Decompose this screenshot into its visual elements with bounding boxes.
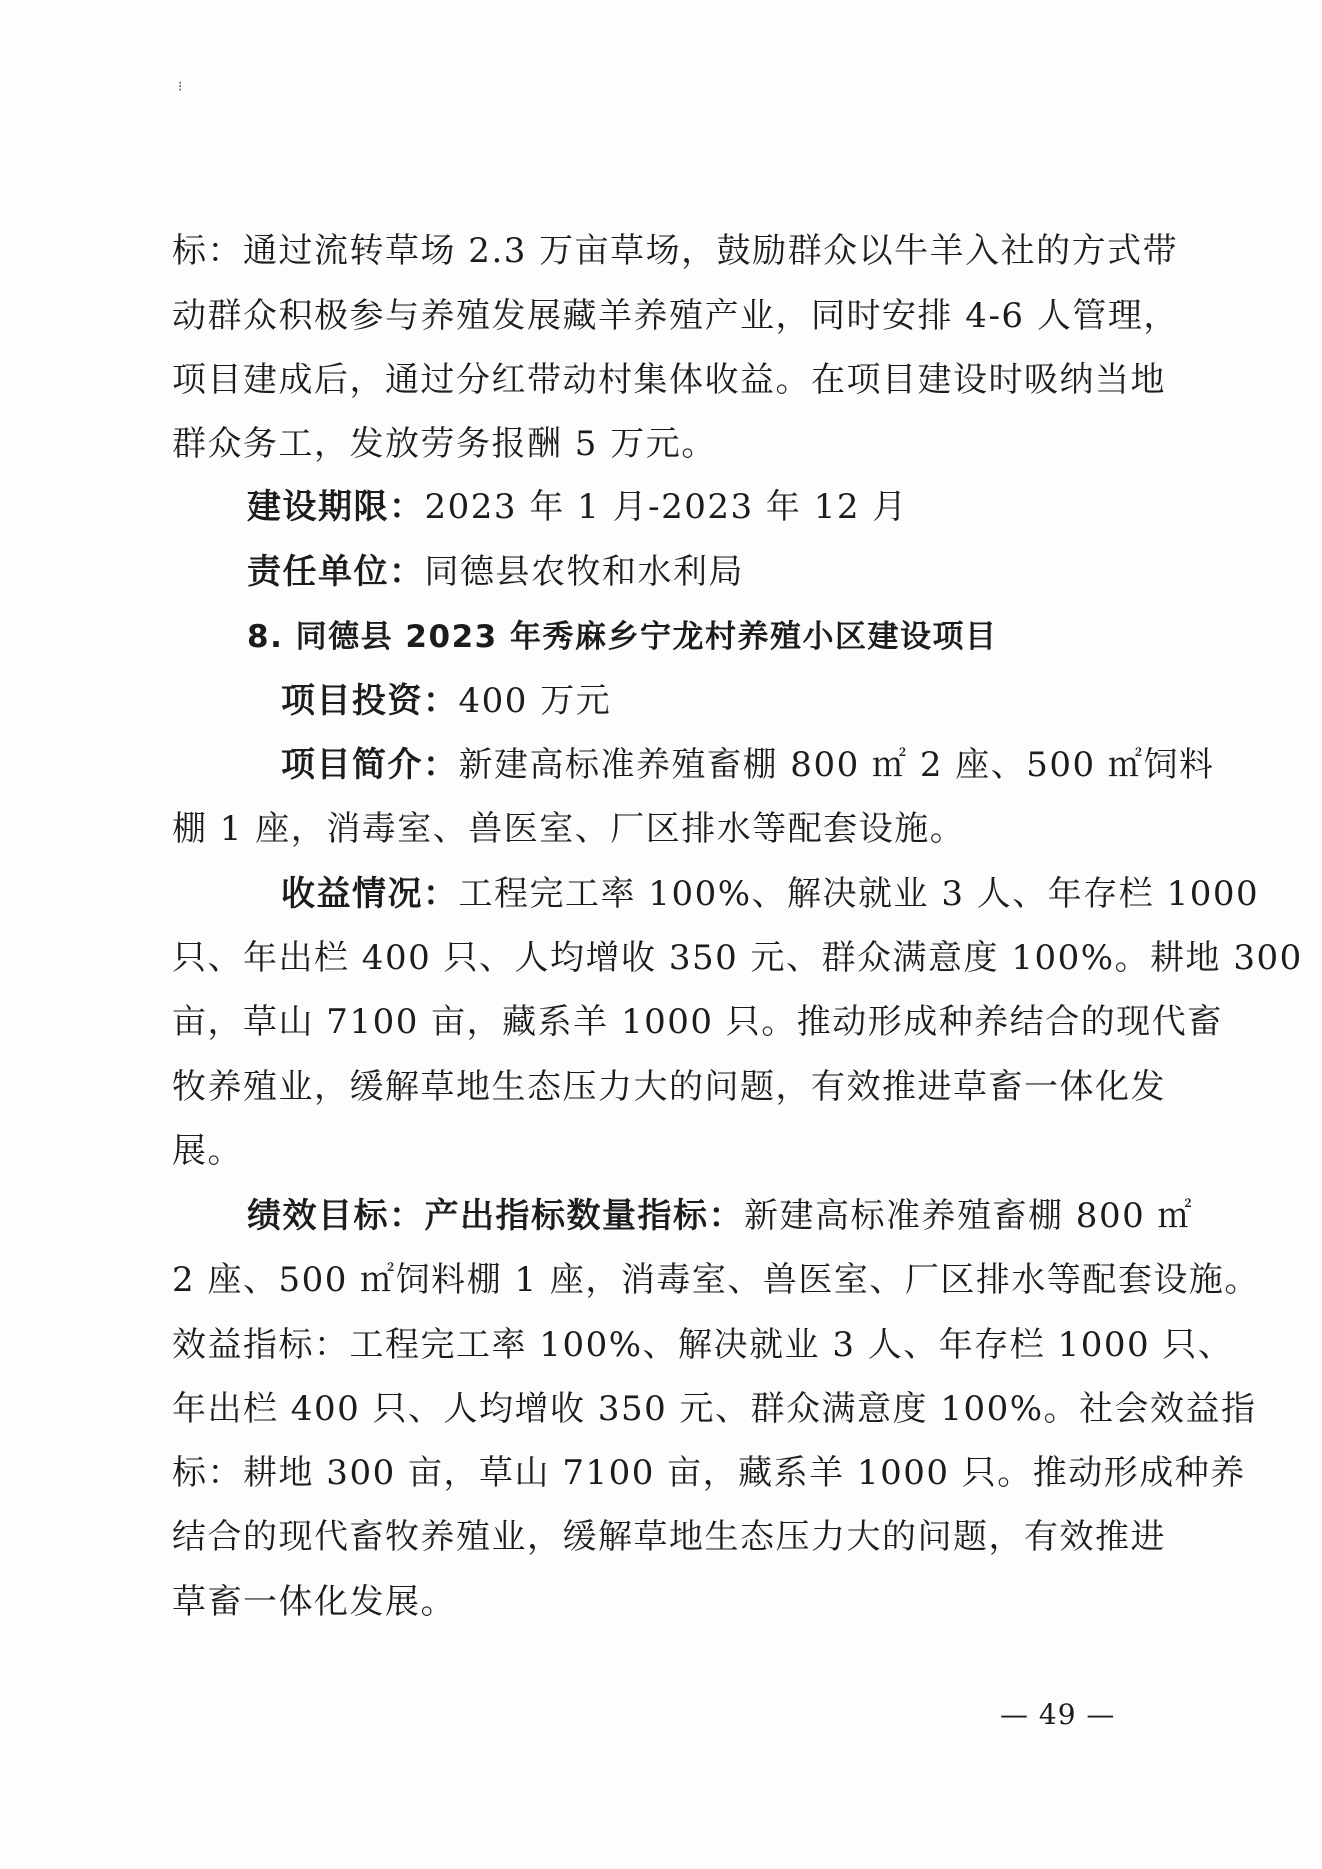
benefit-line-2: 只、年出栏 400 只、人均增收 350 元、群众满意度 100%。耕地 300 bbox=[172, 938, 1303, 978]
performance-line-4: 年出栏 400 只、人均增收 350 元、群众满意度 100%。社会效益指 bbox=[172, 1389, 1257, 1429]
section-title: 8. 同德县 2023 年秀麻乡宁龙村养殖小区建设项目 bbox=[247, 619, 998, 655]
intro-line-2: 动群众积极参与养殖发展藏羊养殖产业，同时安排 4-6 人管理， bbox=[172, 296, 1179, 336]
intro-text-2: 棚 1 座，消毒室、兽医室、厂区排水等配套设施。 bbox=[172, 809, 966, 849]
page-number: — 49 — bbox=[1000, 1698, 1116, 1731]
performance-line-2: 2 座、500 ㎡饲料棚 1 座，消毒室、兽医室、厂区排水等配套设施。 bbox=[172, 1260, 1260, 1300]
intro-line-1: 标：通过流转草场 2.3 万亩草场，鼓励群众以牛羊入社的方式带 bbox=[172, 231, 1179, 271]
intro-row-1 bbox=[281, 742, 1214, 788]
investment-value: 400 万元 bbox=[458, 681, 612, 721]
performance-line-3: 效益指标：工程完工率 100%、解决就业 3 人、年存栏 1000 只、 bbox=[172, 1325, 1234, 1365]
performance-line-7: 草畜一体化发展。 bbox=[172, 1582, 456, 1622]
performance-label: 绩效目标：产出指标数量指标： bbox=[247, 1196, 744, 1236]
intro-label: 项目简介： bbox=[281, 745, 459, 785]
period-row bbox=[247, 484, 908, 530]
benefit-row-1 bbox=[281, 871, 1259, 917]
benefit-text-1: 工程完工率 100%、解决就业 3 人、年存栏 1000 bbox=[458, 874, 1260, 914]
benefit-line-5: 展。 bbox=[172, 1131, 243, 1171]
responsible-row bbox=[247, 549, 744, 595]
intro-line-4: 群众务工，发放劳务报酬 5 万元。 bbox=[172, 424, 717, 464]
investment-row bbox=[281, 678, 611, 724]
intro-text-1: 新建高标准养殖畜棚 800 ㎡ 2 座、500 ㎡饲料 bbox=[458, 745, 1215, 785]
benefit-line-4: 牧养殖业，缓解草地生态压力大的问题，有效推进草畜一体化发 bbox=[172, 1067, 1166, 1107]
intro-line-3: 项目建成后，通过分红带动村集体收益。在项目建设时吸纳当地 bbox=[172, 360, 1166, 400]
benefit-label: 收益情况： bbox=[281, 874, 459, 914]
period-label: 建设期限： bbox=[247, 487, 425, 527]
performance-line-5: 标：耕地 300 亩，草山 7100 亩，藏系羊 1000 只。推动形成种养 bbox=[172, 1453, 1246, 1493]
responsible-value: 同德县农牧和水利局 bbox=[424, 552, 744, 592]
benefit-line-3: 亩，草山 7100 亩，藏系羊 1000 只。推动形成种养结合的现代畜 bbox=[172, 1002, 1223, 1042]
period-value: 2023 年 1 月-2023 年 12 月 bbox=[424, 487, 908, 527]
investment-label: 项目投资： bbox=[281, 681, 459, 721]
responsible-label: 责任单位： bbox=[247, 552, 425, 592]
performance-line-6: 结合的现代畜牧养殖业，缓解草地生态压力大的问题，有效推进 bbox=[172, 1517, 1166, 1557]
corner-mark: ⁝ bbox=[178, 79, 183, 95]
performance-text-1: 新建高标准养殖畜棚 800 ㎡ bbox=[744, 1196, 1194, 1236]
performance-row-1 bbox=[247, 1193, 1193, 1239]
